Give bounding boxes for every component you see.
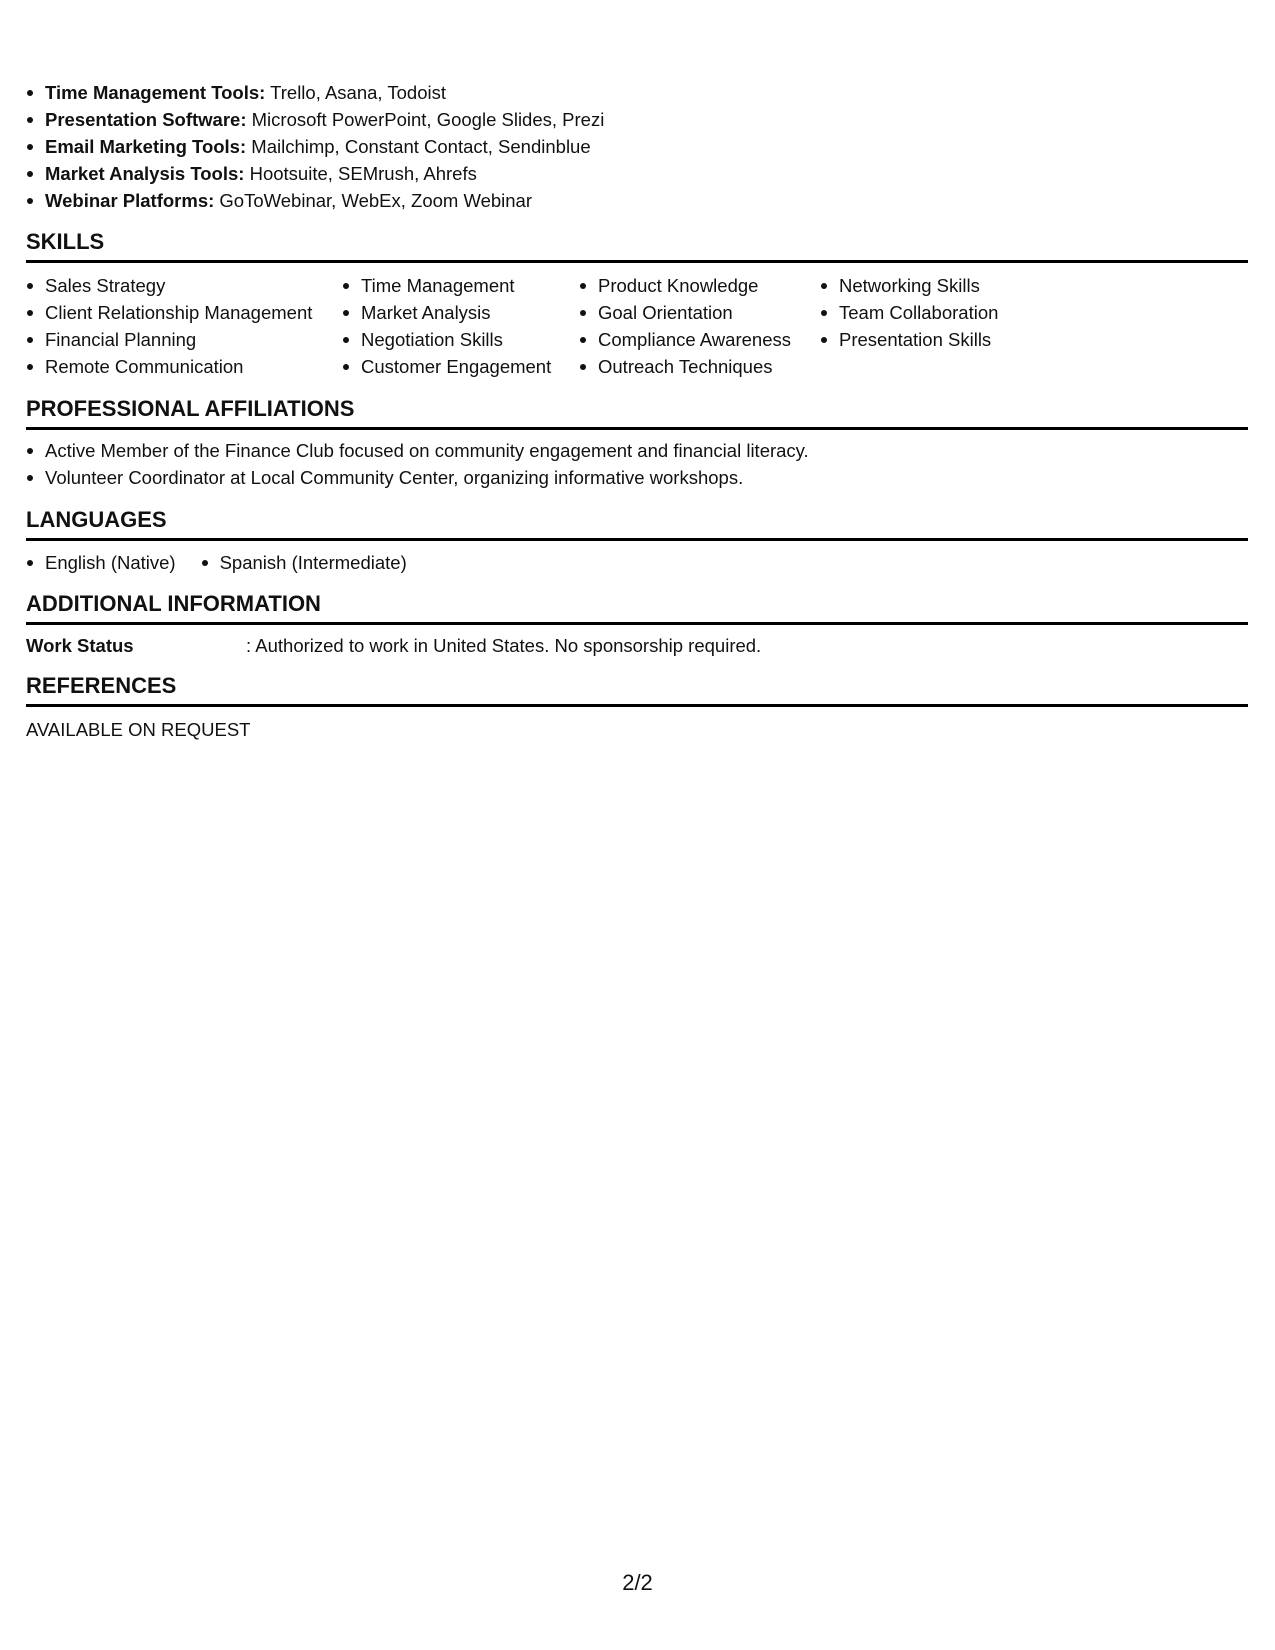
skill-item: Negotiation Skills [342, 326, 551, 353]
skills-column [820, 272, 998, 353]
skill-item: Market Analysis [342, 299, 551, 326]
skill-item: Compliance Awareness [579, 326, 791, 353]
skills-heading: SKILLS [26, 229, 1248, 263]
list-item [26, 133, 604, 160]
skills-column [26, 272, 312, 380]
references-heading: REFERENCES [26, 673, 1248, 707]
affiliation-item: Active Member of the Finance Club focused on community engagement and financial literacy. [26, 437, 809, 464]
list-item [26, 187, 604, 214]
tool-label: Time Management Tools: [45, 82, 266, 103]
skill-item: Product Knowledge [579, 272, 791, 299]
skill-item: Client Relationship Management [26, 299, 312, 326]
skill-item: Team Collaboration [820, 299, 998, 326]
tool-value: Mailchimp, Constant Contact, Sendinblue [246, 136, 591, 157]
affiliation-item: Volunteer Coordinator at Local Community Center, organizing informative workshops. [26, 464, 809, 491]
list-item [26, 106, 604, 133]
tool-label: Email Marketing Tools: [45, 136, 247, 157]
languages-heading: LANGUAGES [26, 507, 1248, 541]
tool-label: Market Analysis Tools: [45, 163, 245, 184]
skill-item: Networking Skills [820, 272, 998, 299]
tool-value: GoToWebinar, WebEx, Zoom Webinar [214, 190, 533, 211]
skill-item: Remote Communication [26, 353, 312, 380]
affiliations-list [26, 437, 809, 491]
skills-column [342, 272, 551, 380]
work-status-value: : Authorized to work in United States. No sponsorship required. [246, 635, 762, 656]
tool-value: Microsoft PowerPoint, Google Slides, Prezi [246, 109, 605, 130]
tools-list [26, 79, 604, 214]
languages-list [26, 549, 432, 576]
tool-value: Trello, Asana, Todoist [265, 82, 446, 103]
language-item: Spanish (Intermediate) [201, 549, 407, 576]
skill-item: Financial Planning [26, 326, 312, 353]
list-item [26, 79, 604, 106]
tool-label: Webinar Platforms: [45, 190, 215, 211]
skill-item: Goal Orientation [579, 299, 791, 326]
references-text: AVAILABLE ON REQUEST [26, 719, 251, 740]
skill-item: Time Management [342, 272, 551, 299]
skill-item: Presentation Skills [820, 326, 998, 353]
work-status-label: Work Status [26, 635, 134, 656]
additional-info-heading: ADDITIONAL INFORMATION [26, 591, 1248, 625]
skill-item: Customer Engagement [342, 353, 551, 380]
skill-item: Sales Strategy [26, 272, 312, 299]
skill-item: Outreach Techniques [579, 353, 791, 380]
skills-column [579, 272, 791, 380]
language-item: English (Native) [26, 549, 176, 576]
tool-label: Presentation Software: [45, 109, 247, 130]
affiliations-heading: PROFESSIONAL AFFILIATIONS [26, 396, 1248, 430]
tool-value: Hootsuite, SEMrush, Ahrefs [244, 163, 477, 184]
page-number: 2/2 [622, 1570, 653, 1595]
list-item [26, 160, 604, 187]
